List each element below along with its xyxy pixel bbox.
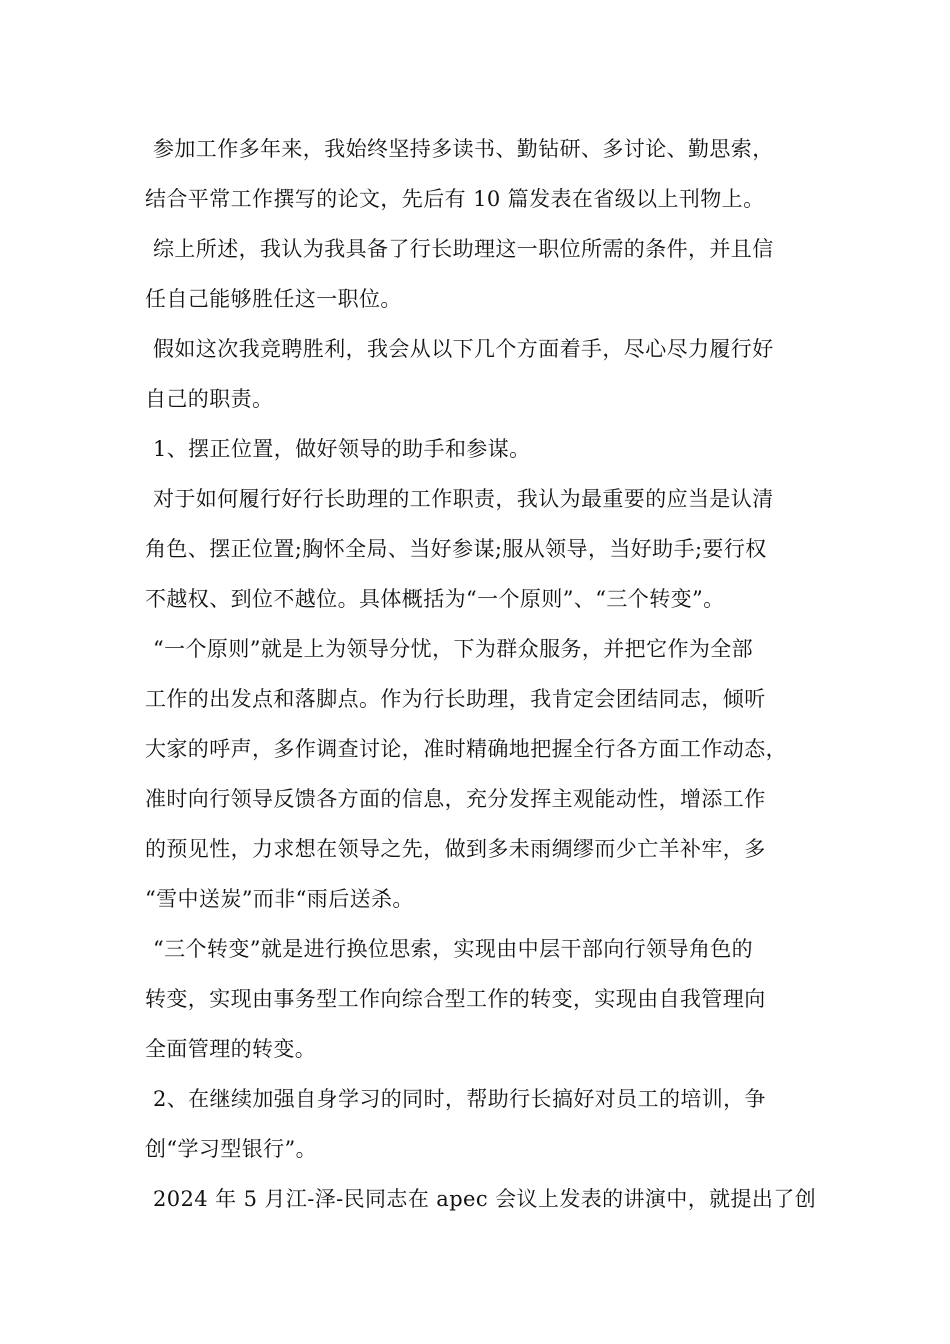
paragraph-line: 综上所述，我认为我具备了行长助理这一职位所需的条件，并且信 [153,237,774,261]
paragraph-line: 2024 年 5 月江-泽-民同志在 apec 会议上发表的讲演中，就提出了创 [153,1187,817,1211]
paragraph-line: 1、摆正位置，做好领导的助手和参谋。 [153,437,531,461]
paragraph-line: 参加工作多年来，我始终坚持多读书、勤钻研、多讨论、勤思索， [153,137,774,161]
paragraph-line: 工作的出发点和落脚点。作为行长助理，我肯定会团结同志，倾听 [145,687,766,711]
paragraph-line: “雪中送炭”而非“雨后送杀。 [145,887,414,911]
paragraph-line: 准时向行领导反馈各方面的信息，充分发挥主观能动性，增添工作 [145,787,766,811]
paragraph-line: 自己的职责。 [145,387,274,411]
paragraph-line: 结合平常工作撰写的论文，先后有 10 篇发表在省级以上刊物上。 [145,187,765,211]
paragraph-line: 不越权、到位不越位。具体概括为“一个原则”、“三个转变”。 [145,587,725,611]
paragraph-line: 对于如何履行好行长助理的工作职责，我认为最重要的应当是认清 [153,487,774,511]
paragraph-line: 角色、摆正位置;胸怀全局、当好参谋;服从领导，当好助手;要行权 [145,537,767,561]
paragraph-line: “三个转变”就是进行换位思索，实现由中层干部向行领导角色的 [153,937,754,961]
paragraph-line: 创“学习型银行”。 [145,1137,318,1161]
paragraph-line: 转变，实现由事务型工作向综合型工作的转变，实现由自我管理向 [145,987,766,1011]
paragraph-line: 假如这次我竞聘胜利，我会从以下几个方面着手，尽心尽力履行好 [153,337,774,361]
paragraph-line: 2、在继续加强自身学习的同时，帮助行长搞好对员工的培训，争 [153,1087,766,1111]
paragraph-line: 任自己能够胜任这一职位。 [145,287,402,311]
paragraph-line: 的预见性，力求想在领导之先，做到多未雨绸缪而少亡羊补牢，多 [145,837,766,861]
paragraph-line: “一个原则”就是上为领导分忧，下为群众服务，并把它作为全部 [153,637,754,661]
paragraph-line: 全面管理的转变。 [145,1037,317,1061]
paragraph-line: 大家的呼声，多作调查讨论，准时精确地把握全行各方面工作动态， [145,737,787,761]
